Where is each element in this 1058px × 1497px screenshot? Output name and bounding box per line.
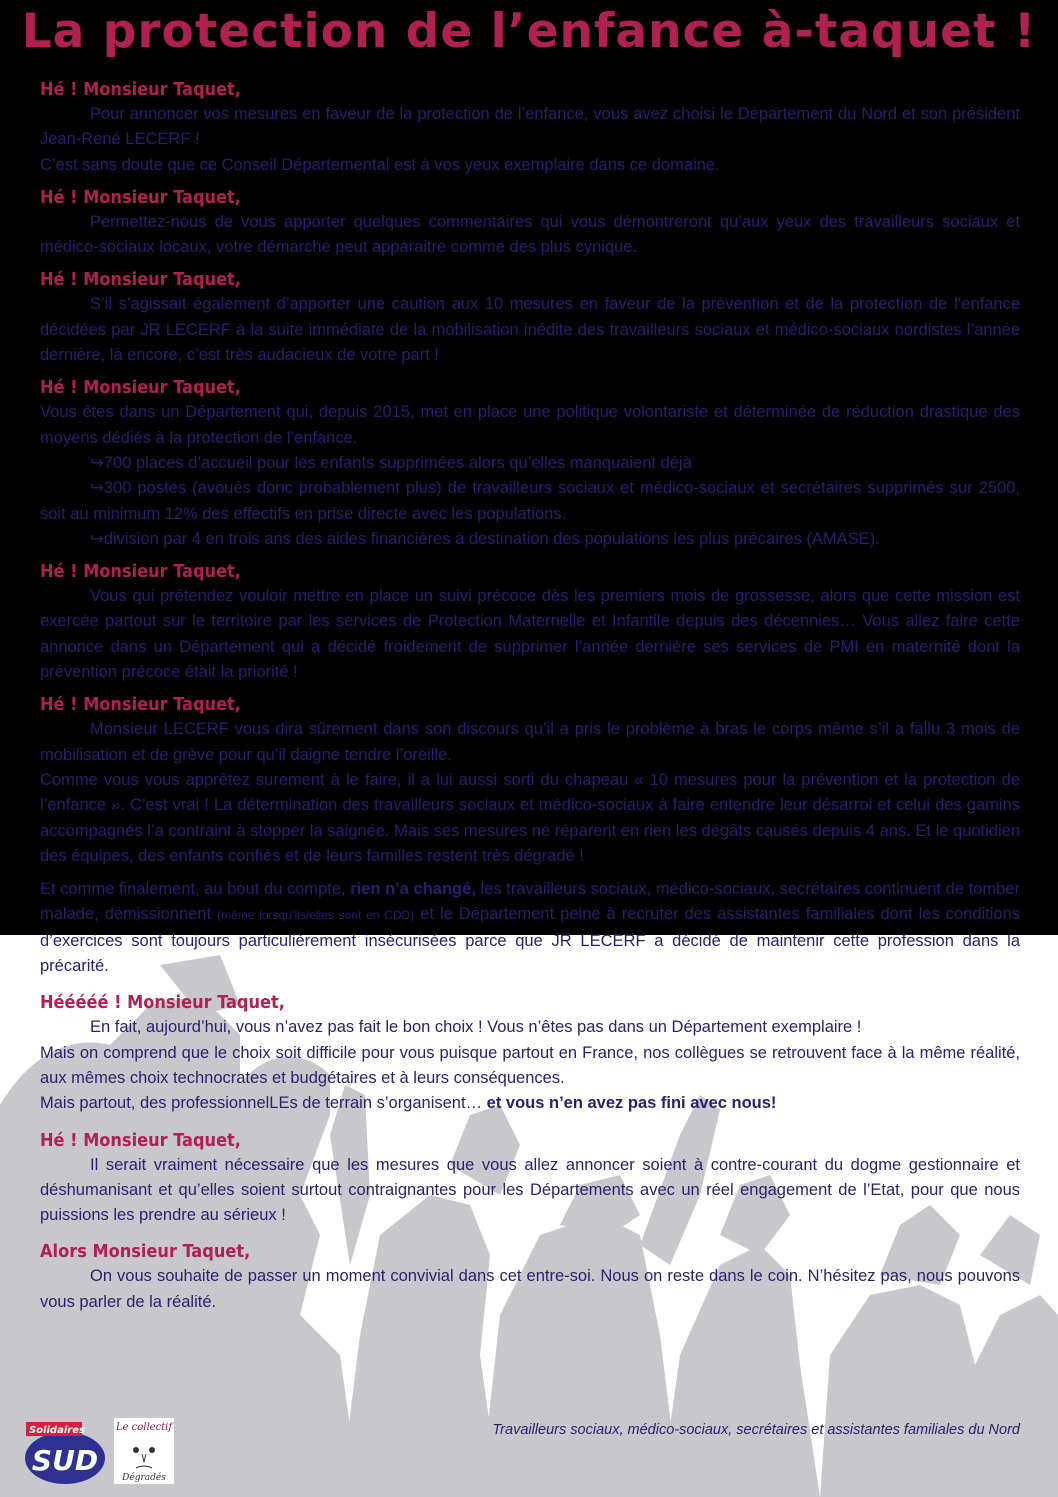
paragraph (40, 1091, 1020, 1116)
signature: Travailleurs sociaux, médico-sociaux, secrétaires et assistantes familiales du Nord (492, 1422, 1020, 1438)
text-span-small: (même lorsqu’ils/elles sont en CDD) (217, 908, 415, 923)
sud-logo-text: SUD (31, 1444, 99, 1477)
paragraph: Vous êtes dans un Département qui, depuis 2015, met en place une politique volontariste et déterminée de réduction drastique des moyens dédiés à la protection de l’enfance. (40, 403, 1020, 447)
section-heee (40, 991, 1020, 1116)
sud-logo-top-text: Solidaires (29, 1425, 85, 1436)
section-heading: Hé ! Monsieur Taquet, (40, 377, 241, 399)
paragraph: S’il s’agissait également d’apporter une caution aux 10 mesures en faveur de la prévention et de la protection de l’enfance décidées par JR LECERF à la suite immédiate de la mobilisation inédite des travailleurs sociaux et médico-sociaux nordistes l’année dernière, là encore, c’est très audacieux de votre part ! (40, 295, 1020, 365)
section-heading: Hé ! Monsieur Taquet, (40, 79, 241, 100)
paragraph: Mais on comprend que le choix soit difficile pour vous puisque partout en France, nos collègues se retrouvent face à la même réalité, aux mêmes choix technocrates et budgétaires et à leurs conséquences. (40, 1043, 1020, 1087)
paragraph: ↪700 places d’accueil pour les enfants supprimées alors qu’elles manquaient déjà (90, 453, 692, 472)
section-heading: Hé ! Monsieur Taquet, (40, 1129, 241, 1151)
collectif-logo-line2: Dégradés (122, 1473, 166, 1483)
sections-dark (40, 78, 1020, 869)
text-span: Mais partout, des professionnelLEs de terrain s’organisent… (40, 1094, 487, 1113)
paragraph: Vous qui prétendez vouloir mettre en place un suivi précoce dès les premiers mois de grossesse, alors que cette mission est exercée partout sur le territoire par les services de Protection Maternelle et Infantile depuis des décennies… Vous allez faire cette annonce dans un Département qui a décidé froidement de supprimer l’année dernière ses services de PMI en maternité dont la prévention précoce était la priorité ! (40, 587, 1020, 682)
paragraph: En fait, aujourd’hui, vous n’avez pas fait le bon choix ! Vous n’êtes pas dans un Département exemplaire ! (90, 1018, 862, 1037)
section-6 (40, 693, 1020, 869)
document-body (40, 78, 1020, 1323)
collectif-degrades-logo (114, 1418, 174, 1484)
collectif-logo-line1: Le collectif (115, 1422, 173, 1433)
paragraph-final-statement (40, 877, 1020, 979)
text-span: et le Département peine à recruter des assistantes familiales dont les conditions d’exercices sont toujours particulièrement insécurisées parce que JR LECERF a décidé de maintenir cette profession dans la précarité. (40, 905, 1021, 976)
section-2 (40, 186, 1020, 261)
paragraph: Il serait vraiment nécessaire que les mesures que vous allez annoncer soient à contre-courant du dogme gestionnaire et déshumanisant et qu’elles soient surtout contraignantes pour les Départements avec un réel engagement de l’Etat, pour que nous puissions les prendre au sérieux ! (40, 1155, 1020, 1225)
paragraph: ↪division par 4 en trois ans des aides financières à destination des populations les plus précaires (AMASE). (90, 529, 880, 548)
paragraph: C’est sans doute que ce Conseil Départemental est à vos yeux exemplaire dans ce domaine. (40, 155, 720, 174)
text-span: les travailleurs sociaux, médico-sociaux, secrétaires continuent de tomber malade, démissionnent (40, 880, 1020, 924)
section-5 (40, 560, 1020, 685)
section-heading: Hé ! Monsieur Taquet, (40, 694, 241, 716)
paragraph: ↪300 postes (avoués donc probablement plus) de travailleurs sociaux et médico-sociaux et secrétaires supprimés sur 2500, soit au minimum 12% des effectifs en prise directe avec les populations. (40, 479, 1020, 523)
section-4 (40, 376, 1020, 552)
section-1 (40, 78, 1020, 178)
section-7 (40, 1129, 1020, 1229)
paragraph: On vous souhaite de passer un moment convivial dans cet entre-soi. Nous on reste dans le coin. N’hésitez pas, nous pouvons vous parler de la réalité. (40, 1267, 1020, 1311)
text-span-bold: rien n’a changé, (350, 880, 476, 899)
section-heading: Hé ! Monsieur Taquet, (40, 561, 241, 583)
section-heading: Alors Monsieur Taquet, (40, 1241, 251, 1263)
paragraph: Monsieur LECERF vous dira sûrement dans son discours qu’il a pris le problème à bras le corps même s’il a fallu 3 mois de mobilisation et de grève pour qu’il daigne tendre l’oreille. (40, 720, 1020, 764)
paragraph: Permettez-nous de vous apporter quelques commentaires qui vous démontreront qu’aux yeux des travailleurs sociaux et médico-sociaux locaux, votre démarche peut apparaitre comme des plus cynique. (40, 212, 1020, 257)
section-heading: Hé ! Monsieur Taquet, (40, 269, 241, 291)
text-span-bold: et vous n’en avez pas fini avec nous! (486, 1094, 777, 1113)
text-span: Et comme finalement, au bout du compte, (40, 880, 351, 899)
section-heading: Hééééé ! Monsieur Taquet, (40, 992, 285, 1014)
page-title: La protection de l’enfance à-taquet ! (21, 4, 1037, 59)
section-final (40, 1240, 1020, 1315)
section-heading: Hé ! Monsieur Taquet, (40, 186, 241, 208)
collectif-logo-drawing (114, 1418, 174, 1484)
paragraph: Pour annoncer vos mesures en faveur de la protection de l’enfance, vous avez choisi le Département du Nord et son président Jean-René LECERF ! (40, 105, 1020, 149)
sud-logo (22, 1420, 108, 1484)
section-3 (40, 268, 1020, 368)
paragraph: Comme vous vous apprêtez surement à le faire, il a lui aussi sorti du chapeau « 10 mesures pour la prévention et la protection de l’enfance ». C’est vrai ! La détermination des travailleurs sociaux et médico-sociaux à faire entendre leur désarroi et celui des gamins accompagnés l’a contraint à stopper la saignée. Mais ses mesures ne réparent en rien les dégâts causés depuis 4 ans. Et le quotidien des équipes, des enfants confiés et de leurs familles restent très dégradé ! (40, 770, 1020, 865)
